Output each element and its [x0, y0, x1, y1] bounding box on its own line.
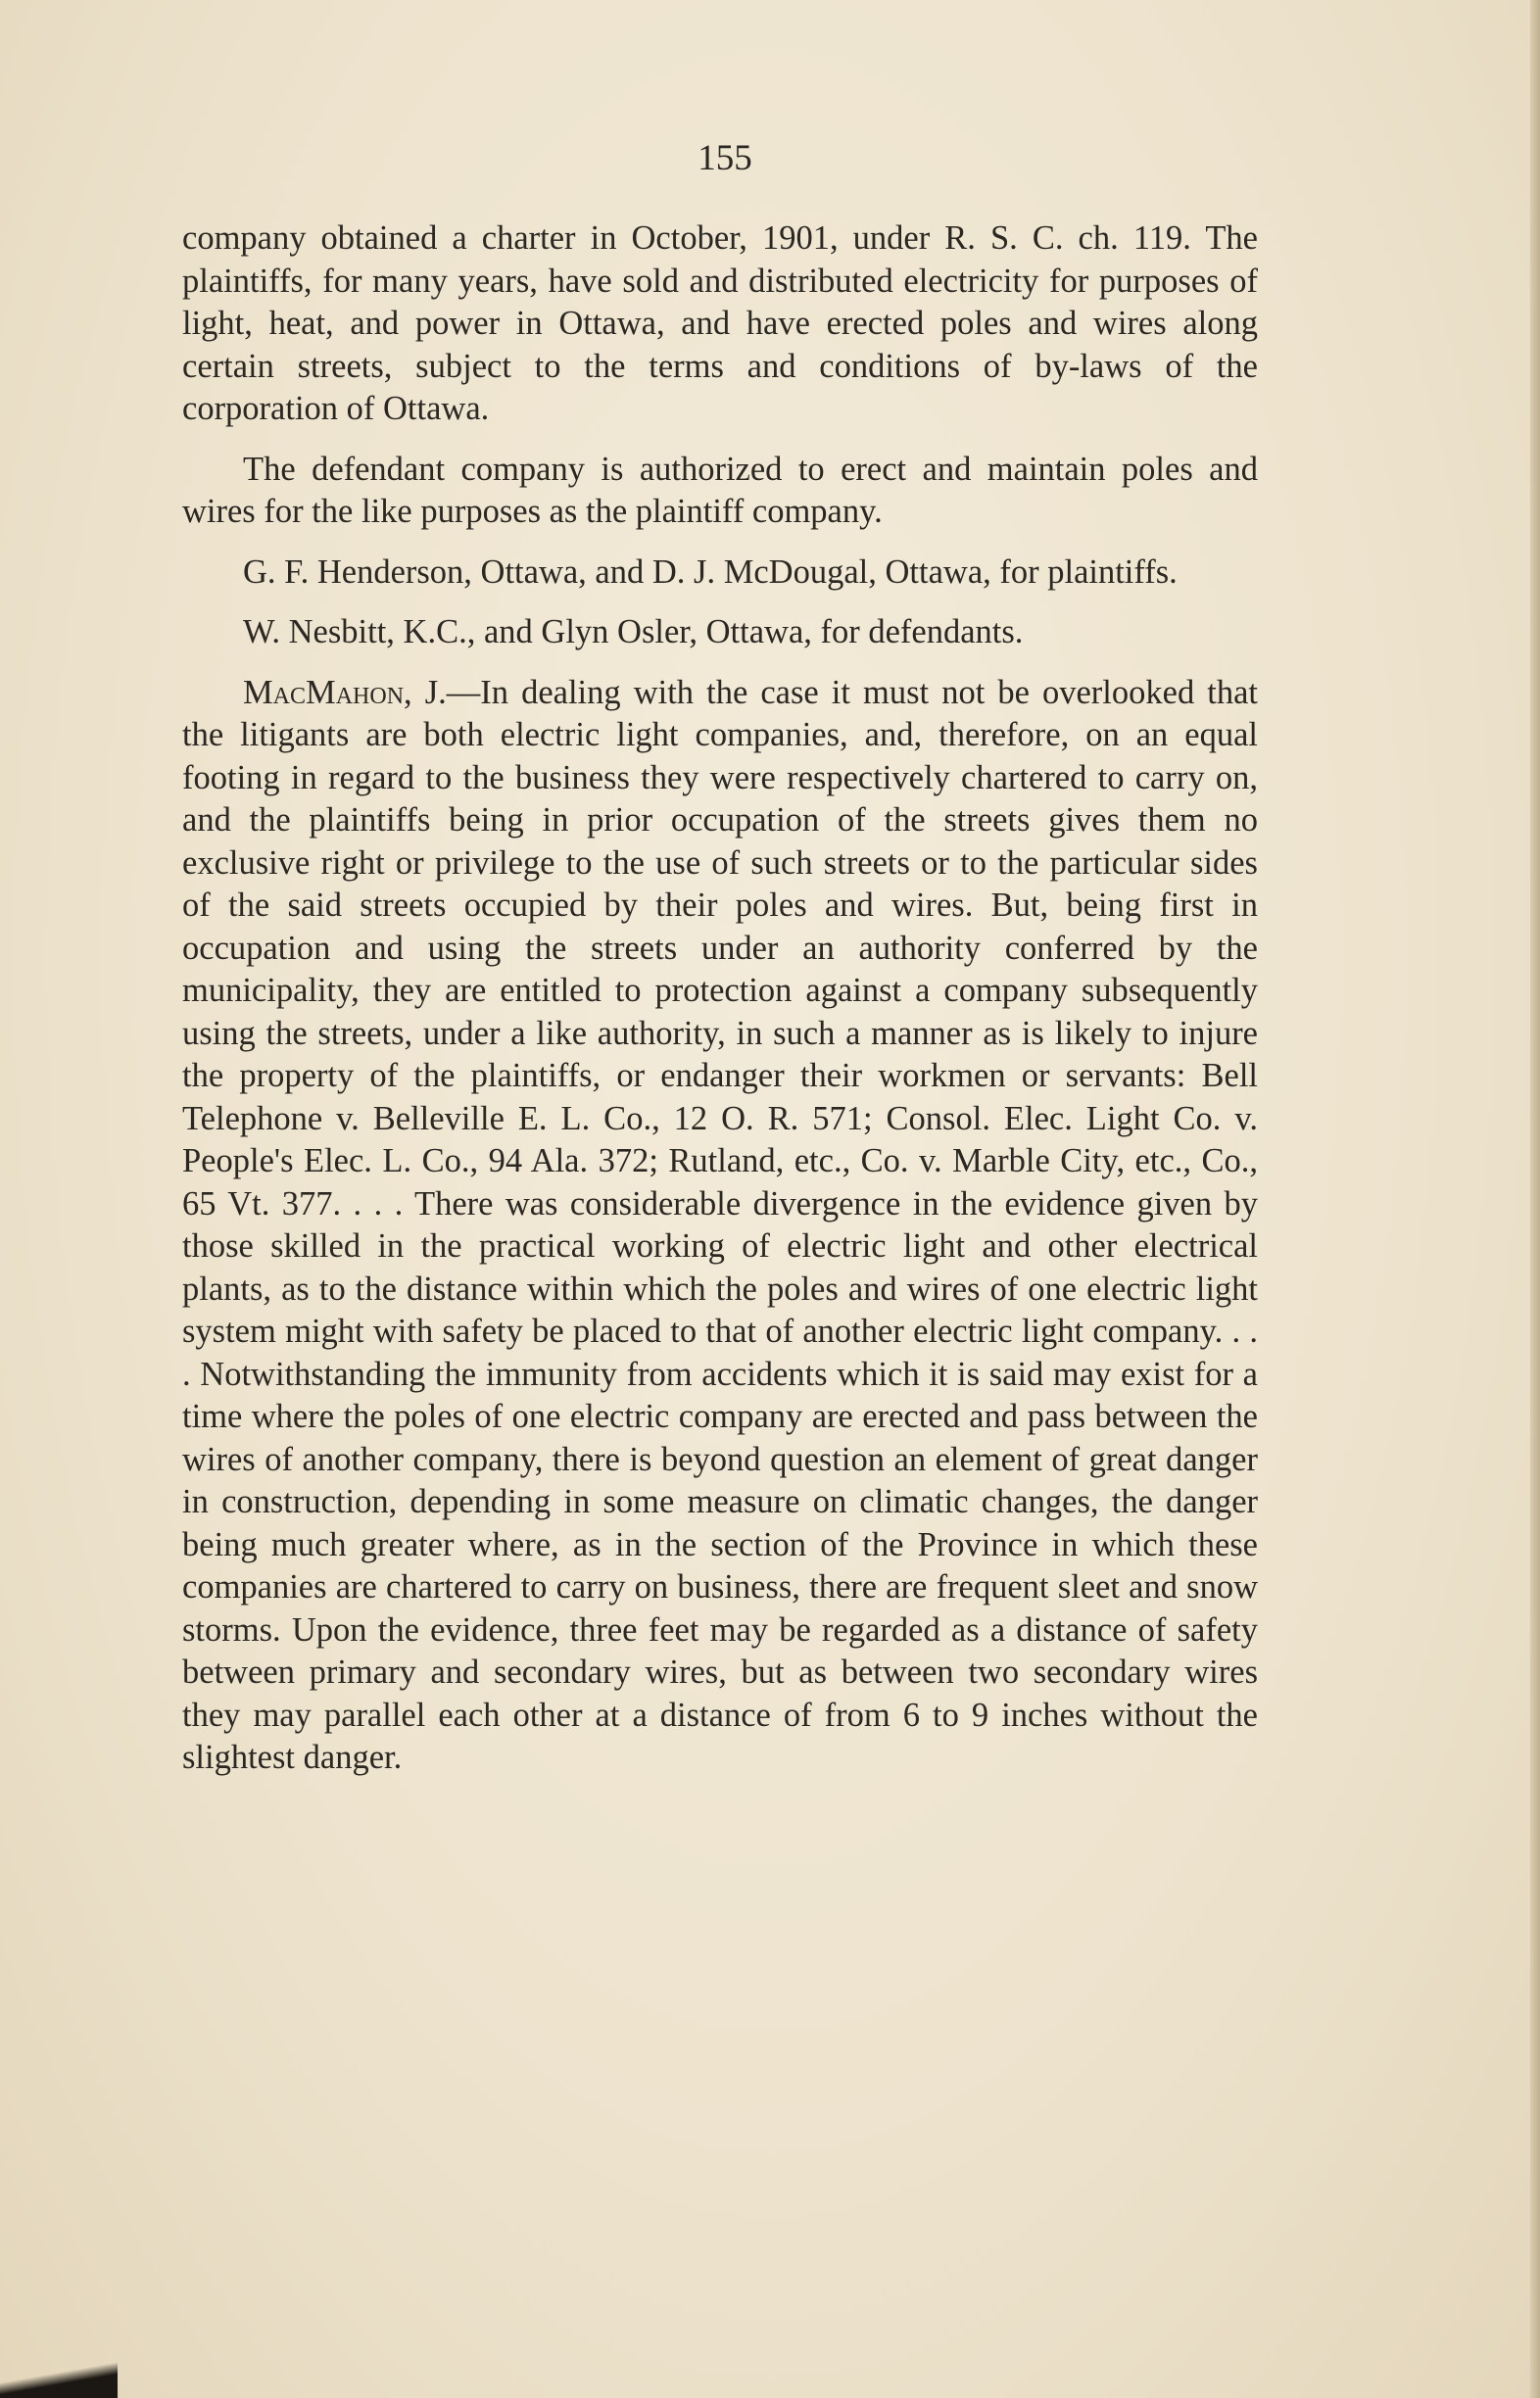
- page-edge-shadow: [1530, 0, 1540, 2398]
- page-number: 155: [698, 138, 752, 178]
- judge-name: MacMahon, J.: [243, 673, 447, 711]
- paragraph-defendant: The defendant company is authorized to erect and maintain poles and wires for the like purposes as the plaintiff company.: [182, 450, 1258, 530]
- paragraph-charter: company obtained a charter in October, 1901, under R. S. C. ch. 119. The plaintiffs, for many years, have sold and distributed electricity for purposes of light, heat, and power in Ottawa, and have erected poles and wires along certain streets, subject to the terms and conditions of by-laws of the corporation of Ottawa.: [182, 219, 1258, 427]
- corner-shadow: [0, 2359, 118, 2398]
- paragraph-counsel-defendants: W. Nesbitt, K.C., and Glyn Osler, Ottawa, for defendants.: [243, 613, 1024, 650]
- paragraph-counsel-plaintiffs: G. F. Henderson, Ottawa, and D. J. McDougal, Ottawa, for plaintiffs.: [243, 552, 1178, 591]
- paragraph-judgment: [182, 672, 1258, 1780]
- judgment-text: —In dealing with the case it must not be overlooked that the litigants are both electric light companies, and, therefore, on an equal footing in regard to the business they were respectively chartered to carry on, and the plaintiffs being in prior occupation of the streets gives them no exclusive right or privilege to the use of such streets or to the particular sides of the said streets occupied by their poles and wires. But, being first in occupation and using the streets under an authority conferred by the municipality, they are entitled to protection against a company subsequently using the streets, under a like authority, in such a manner as is likely to injure the property of the plaintiffs, or endanger their workmen or servants: Bell Telephone v. Belleville E. L. Co., 12 O. R. 571; Consol. Elec. Light Co. v. People's Elec. L. Co., 94 Ala. 372; Rutland, etc., Co. v. Marble City, etc., Co., 65 Vt. 377. . . . There was considerable divergence in the evidence given by those skilled in the practical working of electric light and other electrical plants, as to the distance within which the poles and wires of one electric light system might with safety be placed to that of another electric light company. . . . Notwithstanding the immunity from accidents which it is said may exist for a time where the poles of one electric company are erected and pass between the wires of another company, there is beyond question an element of great danger in construction, depending in some measure on climatic changes, the danger being much greater where, as in the section of the Province in which these companies are chartered to carry on business, there are frequent sleet and snow storms. Upon the evidence, three feet may be regarded as a distance of safety between primary and secondary wires, but as between two secondary wires they may parallel each other at a distance of from 6 to 9 inches without the slightest danger.: [182, 673, 1258, 1776]
- body-text: [182, 217, 1258, 1780]
